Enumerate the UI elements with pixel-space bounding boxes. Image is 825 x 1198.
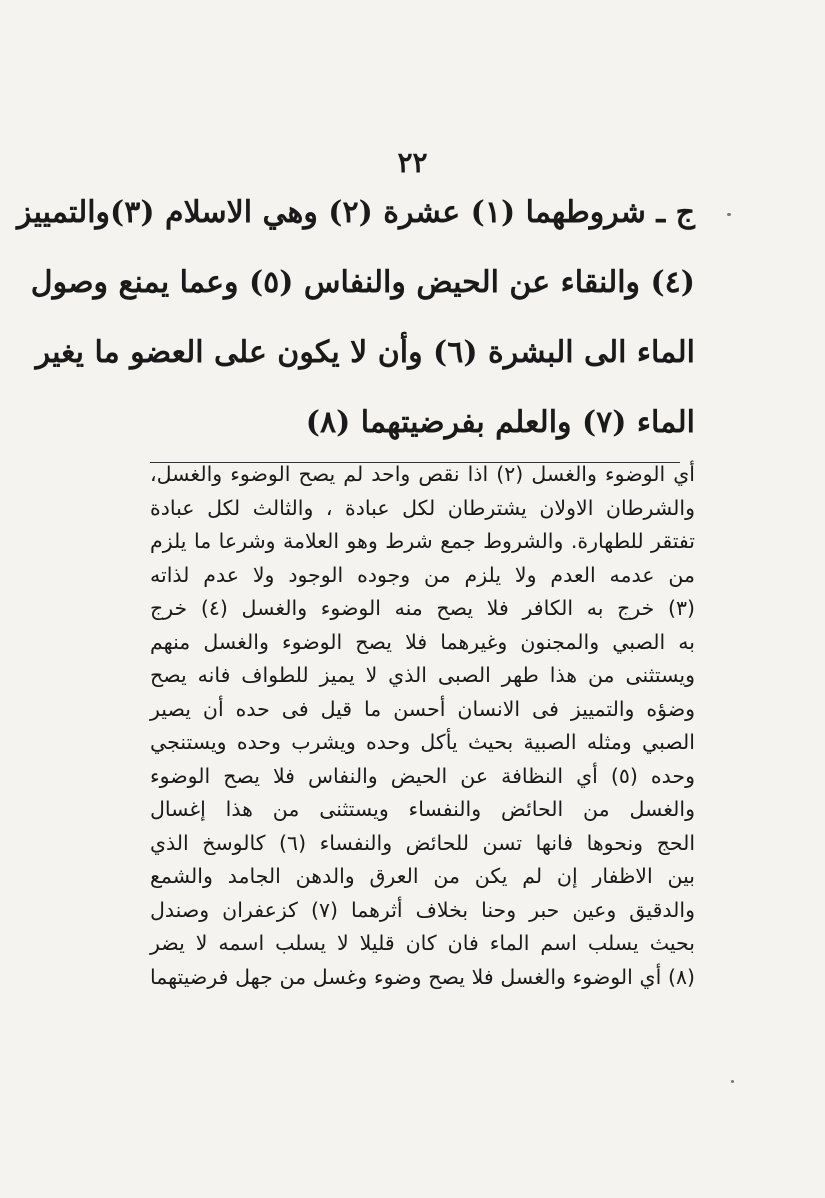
footnote-line: والشرطان الاولان يشترطان لكل عبادة ، والثالث لكل عبادة: [150, 495, 695, 520]
footnote-line: الحج ونحوها فانها تسن للحائض والنفساء (٦) كالوسخ الذي: [150, 830, 696, 855]
scan-speck: [731, 1080, 734, 1083]
footnote-line: من عدمه العدم ولا يلزم من وجوده الوجود ولا عدم لذاته: [150, 562, 695, 587]
footnote-line: (٣) خرج به الكافر فلا يصح منه الوضوء والغسل (٤) خرج: [150, 596, 695, 620]
main-text-block: [17, 178, 695, 458]
footnote-line: به الصبي والمجنون وغيرهما فلا يصح الوضوء والغسل منهم: [150, 629, 695, 654]
main-text-line: (٤) والنقاء عن الحيض والنفاس (٥) وعما يمنع وصول: [30, 265, 695, 300]
main-text-line: الماء الى البشرة (٦) وأن لا يكون على العضو ما يغير: [35, 335, 695, 370]
page-number: ٢٢: [397, 146, 428, 179]
footnote-line: والدقيق وعين حبر وحنا بخلاف أثرهما (٧) كزعفران وصندل: [150, 897, 695, 922]
main-text-line: الماء (٧) والعلم بفرضيتهما (٨): [305, 405, 695, 440]
footnotes-block: [150, 458, 695, 994]
footnote-line: والغسل من الحائض والنفساء ويستثنى من هذا إغسال: [150, 797, 695, 821]
footnote-line: (٨) أي الوضوء والغسل فلا يصح وضوء وغسل من جهل فرضيتهما: [150, 964, 695, 989]
footnote-line: الصبي ومثله الصبية بحيث يأكل وحده ويشرب وحده ويستنجي: [150, 730, 695, 754]
footnote-line: وضؤه والتمييز فى الانسان أحسن ما قيل فى حده أن يصير: [150, 696, 695, 721]
footnote-line: وحده (٥) أي النظافة عن الحيض والنفاس فلا يصح الوضوء: [150, 763, 695, 788]
scan-speck: [727, 213, 731, 216]
footnote-line: بحيث يسلب اسم الماء فان كان قليلا لا يسلب اسمه لا يضر: [150, 931, 695, 955]
footnote-line: أي الوضوء والغسل (٢) اذا نقص واحد لم يصح الوضوء والغسل،: [150, 462, 695, 486]
footnote-line: بين الاظفار إن لم يكن من العرق والدهن الجامد والشمع: [150, 864, 695, 888]
footnote-line: تفتقر للطهارة. والشروط جمع شرط وهو العلامة وشرعا ما يلزم: [150, 529, 695, 553]
main-text-line: ج ـ شروطهما (١) عشرة (٢) وهي الاسلام (٣)والتمييز: [17, 195, 695, 230]
footnote-line: ويستثنى من هذا طهر الصبى الذي لا يميز للطواف فانه يصح: [150, 663, 695, 687]
